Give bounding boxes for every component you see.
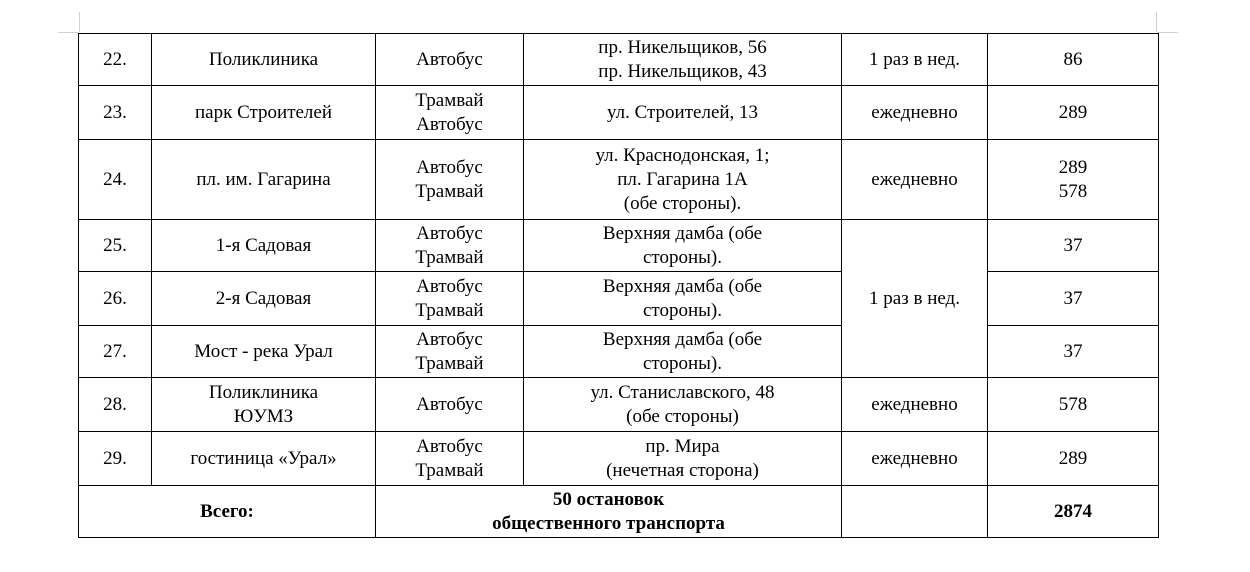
stop-address: Верхняя дамба (обе стороны). [524,272,842,326]
service-frequency: ежедневно [842,140,988,220]
page-margin-marker [1156,12,1157,32]
stop-address: ул. Станиславского, 48 (обе стороны) [524,378,842,432]
table-row [79,86,1159,140]
stop-name: 1-я Садовая [152,220,376,272]
total-count: 2874 [988,486,1159,538]
service-frequency: ежедневно [842,86,988,140]
row-number: 23. [79,86,152,140]
total-row [79,486,1159,538]
service-frequency: ежедневно [842,378,988,432]
total-stops: 50 остановок общественного транспорта [376,486,842,538]
stop-name: Мост - река Урал [152,326,376,378]
stop-count: 289 578 [988,140,1159,220]
total-empty-cell [842,486,988,538]
transport-type: Трамвай Автобус [376,86,524,140]
total-label: Всего: [79,486,376,538]
table-row [79,432,1159,486]
table-row [79,140,1159,220]
stop-address: Верхняя дамба (обе стороны). [524,220,842,272]
transport-type: Автобус Трамвай [376,220,524,272]
row-number: 24. [79,140,152,220]
stop-name: Поликлиника ЮУМЗ [152,378,376,432]
table-row [79,220,1159,272]
page-margin-marker [79,12,80,32]
table-row [79,34,1159,86]
stop-address: Верхняя дамба (обе стороны). [524,326,842,378]
table-row [79,378,1159,432]
row-number: 22. [79,34,152,86]
page-margin-marker [1157,32,1178,33]
stop-count: 289 [988,432,1159,486]
stop-address: пр. Никельщиков, 56 пр. Никельщиков, 43 [524,34,842,86]
page-margin-marker [58,32,79,33]
stop-address: ул. Краснодонская, 1; пл. Гагарина 1А (обе стороны). [524,140,842,220]
transport-type: Автобус Трамвай [376,140,524,220]
stop-count: 86 [988,34,1159,86]
stop-count: 37 [988,272,1159,326]
stop-name: 2-я Садовая [152,272,376,326]
stop-address: ул. Строителей, 13 [524,86,842,140]
table-row [79,272,1159,326]
transport-type: Автобус [376,378,524,432]
transport-type: Автобус Трамвай [376,272,524,326]
row-number: 27. [79,326,152,378]
service-frequency: 1 раз в нед. [842,220,988,378]
row-number: 25. [79,220,152,272]
service-frequency: ежедневно [842,432,988,486]
transport-type: Автобус Трамвай [376,432,524,486]
stop-address: пр. Мира (нечетная сторона) [524,432,842,486]
row-number: 26. [79,272,152,326]
stop-count: 37 [988,220,1159,272]
table-row [79,326,1159,378]
transport-type: Автобус Трамвай [376,326,524,378]
stop-count: 289 [988,86,1159,140]
stop-name: пл. им. Гагарина [152,140,376,220]
stop-count: 578 [988,378,1159,432]
row-number: 28. [79,378,152,432]
transport-stops-table [78,33,1159,538]
stop-name: Поликлиника [152,34,376,86]
service-frequency: 1 раз в нед. [842,34,988,86]
stop-name: парк Строителей [152,86,376,140]
stop-name: гостиница «Урал» [152,432,376,486]
transport-type: Автобус [376,34,524,86]
stop-count: 37 [988,326,1159,378]
row-number: 29. [79,432,152,486]
